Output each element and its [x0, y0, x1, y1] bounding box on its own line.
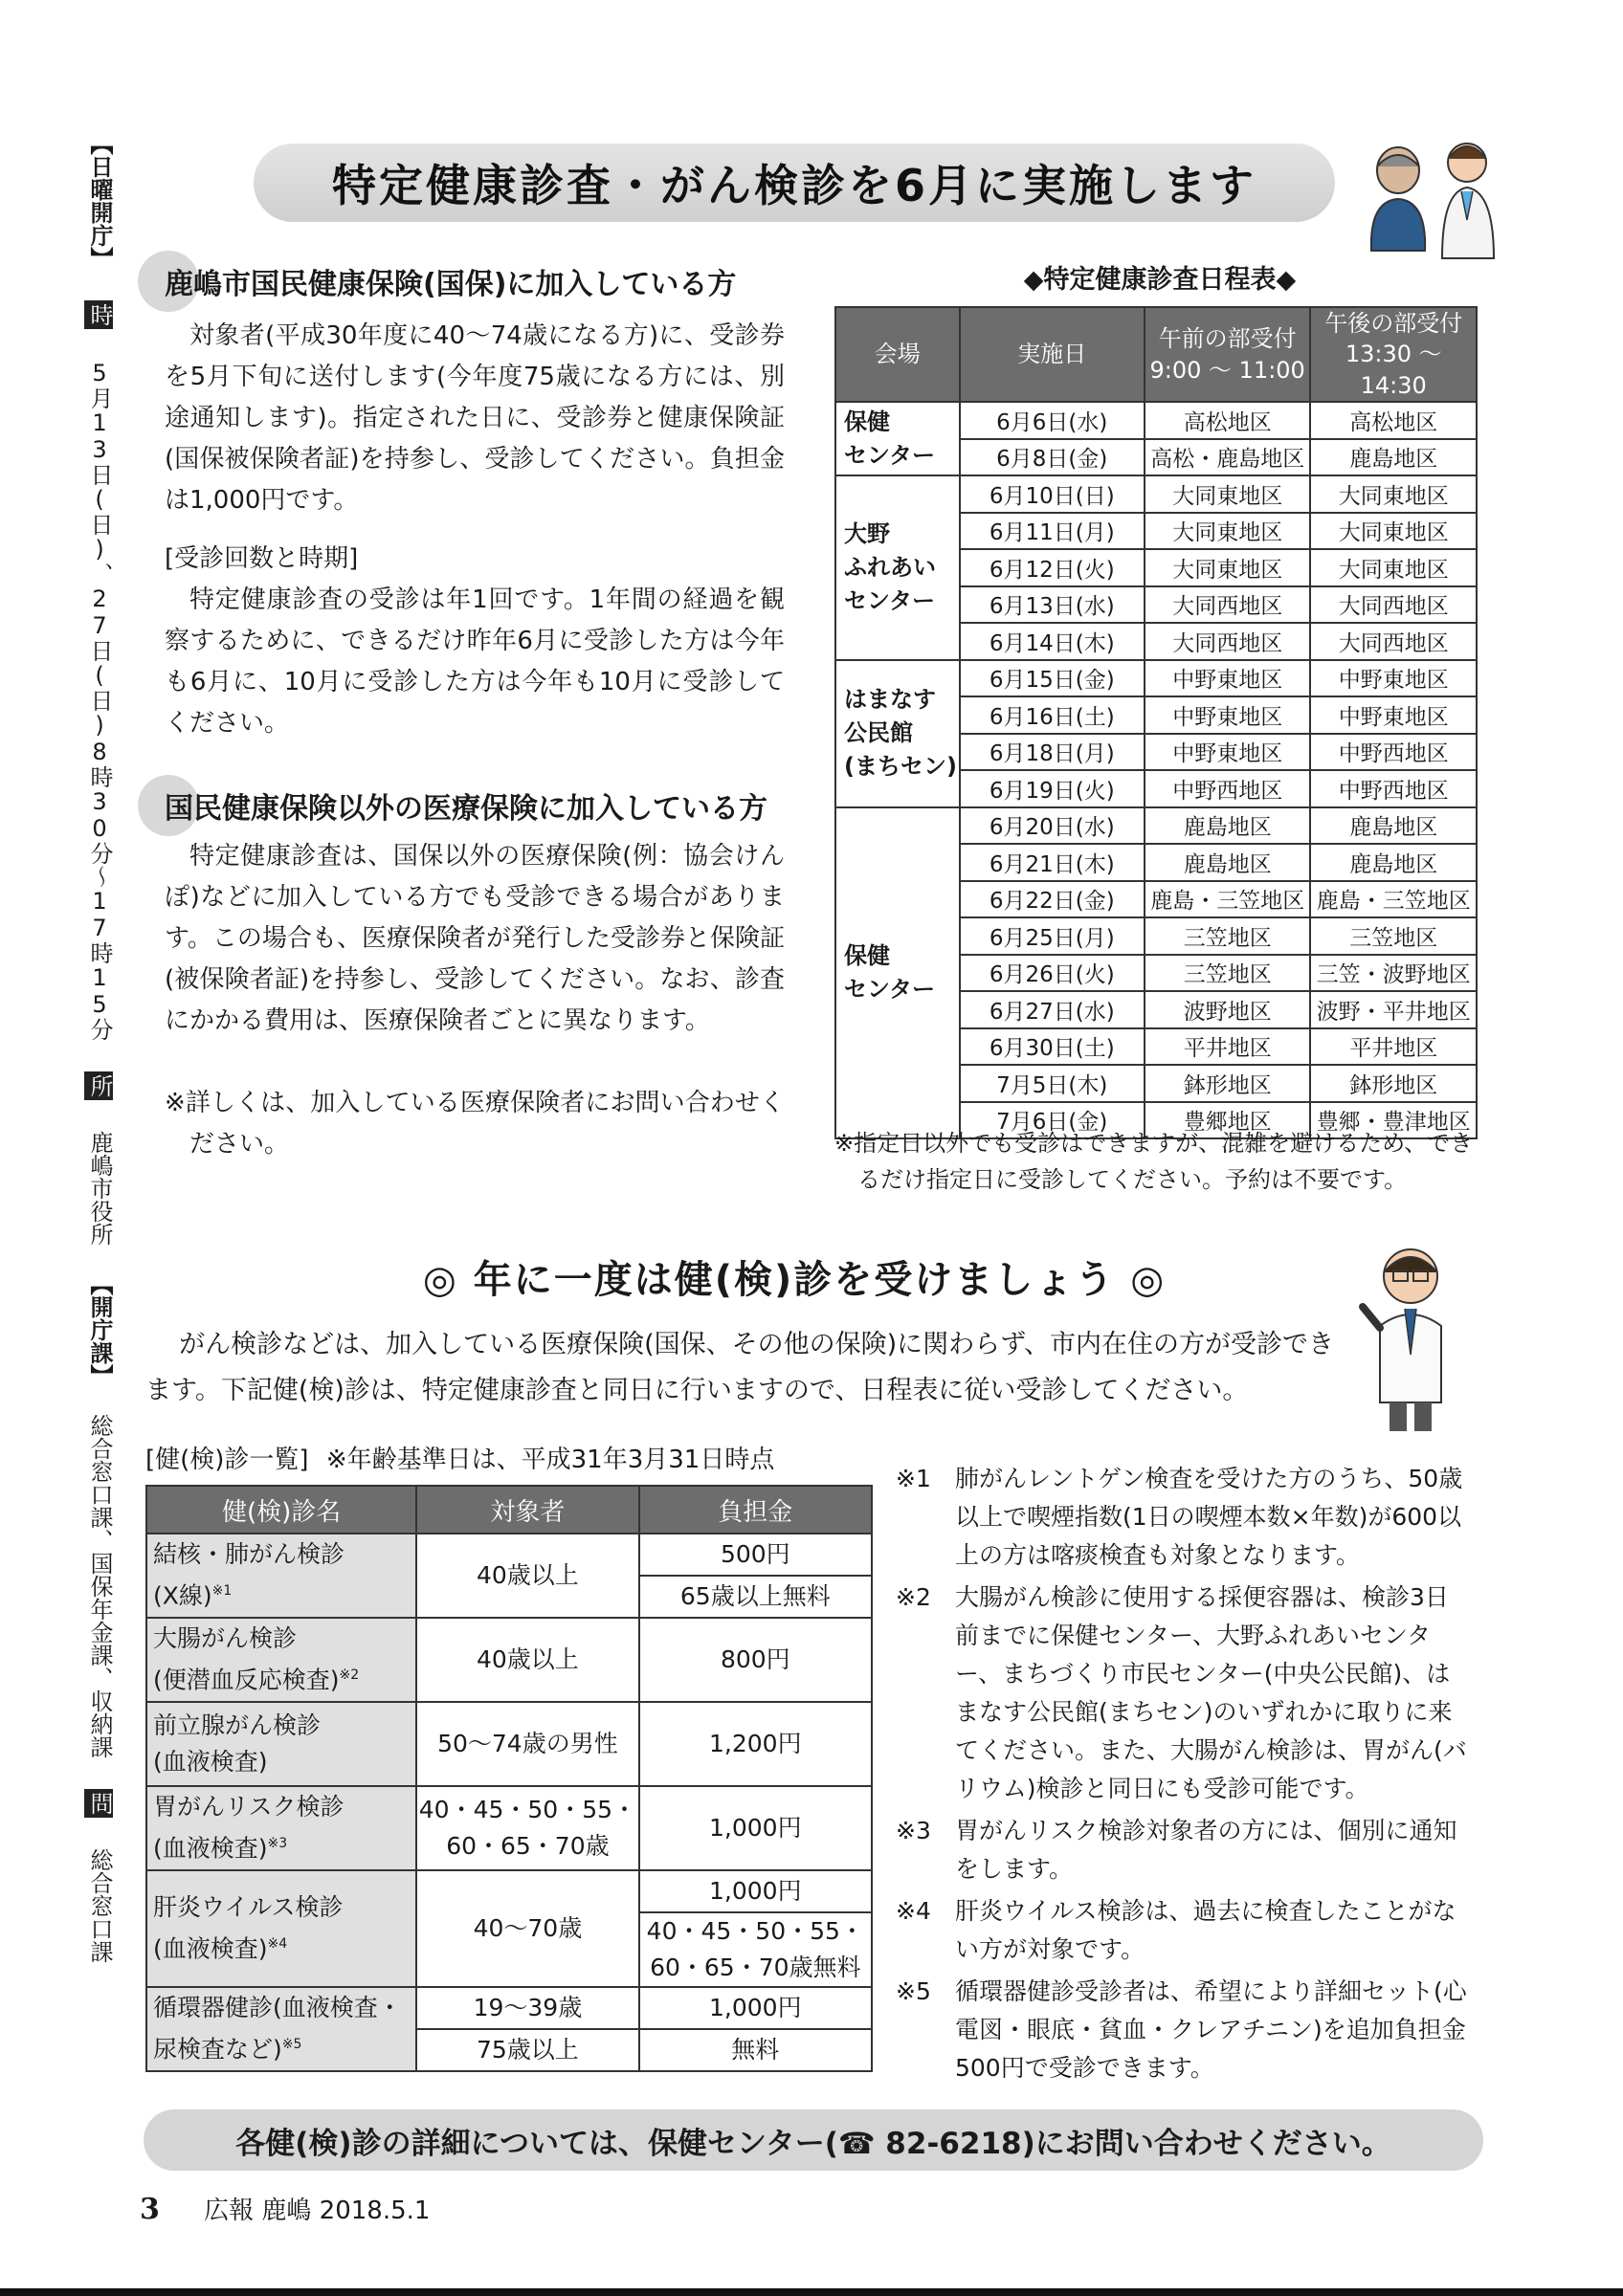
sidebar-place-tag: 所	[84, 1071, 113, 1100]
schedule-date: 6月26日(火)	[960, 955, 1145, 992]
exam-target: 40歳以上	[416, 1618, 638, 1702]
exam-fee-free: 65歳以上無料	[639, 1576, 872, 1618]
schedule-pm: 鉢形地区	[1310, 1065, 1477, 1102]
schedule-date: 6月22日(金)	[960, 881, 1145, 918]
note-item: ※5 循環器健診受診者は、希望により詳細セット(心電図・眼底・貧血・クレアチニン)を追加負担金500円で受診できます。	[896, 1977, 1467, 2082]
page-title: 特定健康診査・がん検診を6月に実施します	[331, 160, 1256, 211]
schedule-am: 大同東地区	[1145, 513, 1311, 550]
schedule-date: 7月6日(金)	[960, 1102, 1145, 1139]
exam-fee-free: 40・45・50・55・ 60・65・70歳無料	[639, 1912, 872, 1987]
checkup-heading: ◎ 年に一度は健(検)診を受けましょう ◎	[422, 1258, 1167, 1302]
section1-body: 対象者(平成30年度に40～74歳になる方)に、受診券を5月下旬に送付します(今年度75歳になる方には、別途通知します)。指定された日に、受診券と健康保険証(国保被保険者証)を持参し、受診してください。負担金は1,000円です。	[165, 321, 785, 515]
schedule-date: 6月12日(火)	[960, 549, 1145, 586]
schedule-date: 6月25日(月)	[960, 917, 1145, 955]
exam-header-name: 健(検)診名	[146, 1486, 416, 1534]
schedule-row	[835, 807, 1477, 845]
schedule-pm: 大同西地区	[1310, 586, 1477, 624]
schedule-am: 大同西地区	[1145, 623, 1311, 660]
schedule-row	[835, 660, 1477, 697]
section2-body: 特定健康診査は、国保以外の医療保険(例：協会けんぽ)などに加入している方でも受診できる場合があります。この場合も、医療保険者が発行した受診券と保険証(被保険者証)を持参し、受診してください。なお、診査にかかる費用は、医療保険者ごとに異なります。	[165, 842, 785, 1035]
section2-heading-text: 国民健康保険以外の医療保険に加入している方	[165, 792, 767, 826]
schedule-date: 6月11日(月)	[960, 513, 1145, 550]
schedule-am: 中野東地区	[1145, 696, 1311, 734]
schedule-note: ※指定日以外でも受診はできますが、混雑を避けるため、できるだけ指定日に受診してください。予約は不要です。	[834, 1130, 1474, 1193]
page-number: 3	[140, 2193, 160, 2226]
schedule-pm: 中野東地区	[1310, 660, 1477, 697]
schedule-date: 6月6日(水)	[960, 402, 1145, 439]
schedule-date: 6月15日(金)	[960, 660, 1145, 697]
schedule-venue: 保健 センター	[835, 807, 960, 1139]
section1-body2: 特定健康診査の受診は年1回です。1年間の経過を観察するために、できるだけ昨年6月に受診した方は今年も6月に、10月に受診した方は今年も10月に受診してください。	[165, 585, 785, 738]
schedule-date: 6月16日(土)	[960, 696, 1145, 734]
exam-name: 結核・肺がん検診 (X線)$^{※1}$	[146, 1534, 416, 1618]
schedule-row	[835, 475, 1477, 513]
doctor-illustration	[1357, 1240, 1462, 1441]
schedule-venue: 大野 ふれあい センター	[835, 475, 960, 660]
schedule-pm: 鹿島地区	[1310, 844, 1477, 881]
schedule-am: 高松地区	[1145, 402, 1311, 439]
schedule-date: 6月10日(日)	[960, 475, 1145, 513]
exam-fee: 無料	[639, 2029, 872, 2071]
schedule-pm: 豊郷・豊津地区	[1310, 1102, 1477, 1139]
schedule-venue: はまなす 公民館 (まちセン)	[835, 660, 960, 807]
schedule-am: 三笠地区	[1145, 955, 1311, 992]
note-item: ※1 肺がんレントゲン検査を受けた方のうち、50歳以上で喫煙指数(1日の喫煙本数×年数)が600以上の方は喀痰検査も対象となります。	[896, 1465, 1463, 1569]
schedule-body	[835, 402, 1477, 1138]
section1-heading-text: 鹿嶋市国民健康保険(国保)に加入している方	[165, 268, 737, 301]
section2-note: ※詳しくは、加入している医療保険者にお問い合わせください。	[165, 1089, 785, 1159]
schedule-am: 中野西地区	[1145, 770, 1311, 807]
schedule-pm: 鹿島地区	[1310, 439, 1477, 476]
schedule-header-date: 実施日	[960, 307, 1145, 402]
schedule-am: 鹿島・三笠地区	[1145, 881, 1311, 918]
exam-name: 循環器健診(血液検査・ 尿検査など)$^{※5}$	[146, 1987, 416, 2071]
schedule-pm: 鹿島・三笠地区	[1310, 881, 1477, 918]
section1-heading	[161, 251, 783, 312]
schedule-pm: 三笠地区	[1310, 917, 1477, 955]
sidebar-dept: 総合窓口課、国保年金課、収納課	[86, 1414, 113, 1758]
schedule-venue: 保健 センター	[835, 402, 960, 475]
schedule-am: 平井地区	[1145, 1028, 1311, 1066]
note-item: ※2 大腸がん検診に使用する採便容器は、検診3日前までに保健センター、大野ふれあいセンター、まちづくり市民センター(中央公民館)、はまなす公民館(まちセン)のいずれかに取りに来てください。また、大腸がん検診は、胃がん(バリウム)検診と同日にも受診可能です。	[896, 1583, 1467, 1802]
schedule-date: 6月18日(月)	[960, 734, 1145, 771]
checkup-intro: がん検診などは、加入している医療保険(国保、その他の保険)に関わらず、市内在住の方が受診できます。下記健(検)診は、特定健康診査と同日に行いますので、日程表に従い受診してください。	[145, 1330, 1334, 1405]
section2-heading	[161, 775, 792, 836]
schedule-am: 高松・鹿島地区	[1145, 439, 1311, 476]
exam-header-fee: 負担金	[639, 1486, 872, 1534]
exam-fee: 1,200円	[639, 1702, 872, 1786]
schedule-pm: 鹿島地区	[1310, 807, 1477, 845]
schedule-date: 6月19日(火)	[960, 770, 1145, 807]
exam-fee: 800円	[639, 1618, 872, 1702]
schedule-pm: 平井地区	[1310, 1028, 1477, 1066]
schedule-am: 中野東地区	[1145, 660, 1311, 697]
schedule-date: 7月5日(木)	[960, 1065, 1145, 1102]
title-banner	[254, 144, 1335, 222]
sidebar-place: 鹿嶋市役所	[86, 1131, 113, 1246]
schedule-pm: 大同東地区	[1310, 549, 1477, 586]
sidebar-dept-label: 【開庁課】	[86, 1272, 113, 1387]
exam-notes	[896, 1460, 1470, 2087]
schedule-header-venue: 会場	[835, 307, 960, 402]
exam-target: 40歳以上	[416, 1534, 638, 1618]
bottom-rule	[0, 2288, 1623, 2296]
note-item: ※4 肝炎ウイルス検診は、過去に検査したことがない方が対象です。	[896, 1897, 1456, 1963]
schedule-am: 大同東地区	[1145, 549, 1311, 586]
schedule-row	[835, 402, 1477, 439]
sidebar-time-tag: 時	[84, 300, 113, 329]
schedule-date: 6月27日(水)	[960, 991, 1145, 1028]
schedule-table	[834, 306, 1478, 1139]
doctor-patient-illustration	[1354, 124, 1507, 268]
exam-target: 40～70歳	[416, 1870, 638, 1987]
exam-fee: 1,000円	[639, 1870, 872, 1912]
sidebar-holiday-label: 【日曜開庁】	[86, 132, 113, 270]
schedule-pm: 大同東地区	[1310, 513, 1477, 550]
note-item: ※3 胃がんリスク検診対象者の方には、個別に通知をします。	[896, 1817, 1457, 1883]
sidebar-time: 5月13日(日)、27日(日)8時30分〜17時15分	[86, 360, 113, 1041]
exam-name: 肝炎ウイルス検診 (血液検査)$^{※4}$	[146, 1870, 416, 1987]
schedule-date: 6月20日(水)	[960, 807, 1145, 845]
exam-target: 75歳以上	[416, 2029, 638, 2071]
sidebar-info	[80, 132, 113, 1963]
exam-name: 大腸がん検診 (便潜血反応検査)$^{※2}$	[146, 1618, 416, 1702]
schedule-pm: 中野西地区	[1310, 734, 1477, 771]
publication-name: 広報 鹿嶋 2018.5.1	[204, 2197, 431, 2225]
schedule-pm: 大同西地区	[1310, 623, 1477, 660]
sidebar-contact-tag: 問	[84, 1789, 113, 1818]
contact-bar: 各健(検)診の詳細については、保健センター(☎ 82-6218)にお問い合わせください。	[144, 2109, 1483, 2171]
schedule-pm: 三笠・波野地区	[1310, 955, 1477, 992]
schedule-header-am: 午前の部受付 9:00 ～ 11:00	[1145, 307, 1311, 402]
sidebar-contact: 総合窓口課	[86, 1848, 113, 1963]
exam-table	[145, 1485, 873, 2072]
schedule-pm: 大同東地区	[1310, 475, 1477, 513]
schedule-date: 6月14日(木)	[960, 623, 1145, 660]
exam-fee: 1,000円	[639, 1987, 872, 2029]
exam-fee: 500円	[639, 1534, 872, 1576]
schedule-title: ◆特定健康診査日程表◆	[1023, 265, 1297, 295]
exam-header-target: 対象者	[416, 1486, 638, 1534]
exam-fee: 1,000円	[639, 1786, 872, 1870]
schedule-am: 三笠地区	[1145, 917, 1311, 955]
schedule-am: 大同東地区	[1145, 475, 1311, 513]
exam-name: 前立腺がん検診 (血液検査)	[146, 1702, 416, 1786]
schedule-date: 6月8日(金)	[960, 439, 1145, 476]
exam-target: 40・45・50・55・ 60・65・70歳	[416, 1786, 638, 1870]
schedule-am: 大同西地区	[1145, 586, 1311, 624]
schedule-date: 6月13日(水)	[960, 586, 1145, 624]
exam-target: 50～74歳の男性	[416, 1702, 638, 1786]
schedule-am: 中野東地区	[1145, 734, 1311, 771]
exam-target: 19～39歳	[416, 1987, 638, 2029]
schedule-am: 豊郷地区	[1145, 1102, 1311, 1139]
page-footer	[140, 2191, 430, 2226]
exam-name: 胃がんリスク検診 (血液検査)$^{※3}$	[146, 1786, 416, 1870]
section1-subheading: [受診回数と時期]	[165, 544, 359, 573]
schedule-pm: 高松地区	[1310, 402, 1477, 439]
schedule-date: 6月30日(土)	[960, 1028, 1145, 1066]
exam-list-note: ※年齢基準日は、平成31年3月31日時点	[325, 1446, 775, 1474]
schedule-pm: 中野西地区	[1310, 770, 1477, 807]
schedule-pm: 波野・平井地区	[1310, 991, 1477, 1028]
schedule-am: 波野地区	[1145, 991, 1311, 1028]
schedule-am: 鉢形地区	[1145, 1065, 1311, 1102]
schedule-header-pm: 午後の部受付 13:30 ～ 14:30	[1310, 307, 1477, 402]
schedule-am: 鹿島地区	[1145, 807, 1311, 845]
schedule-am: 鹿島地区	[1145, 844, 1311, 881]
exam-list-title	[145, 1440, 774, 1475]
schedule-date: 6月21日(木)	[960, 844, 1145, 881]
schedule-pm: 中野東地区	[1310, 696, 1477, 734]
exam-list-title-text: [健(検)診一覧]	[145, 1446, 309, 1474]
